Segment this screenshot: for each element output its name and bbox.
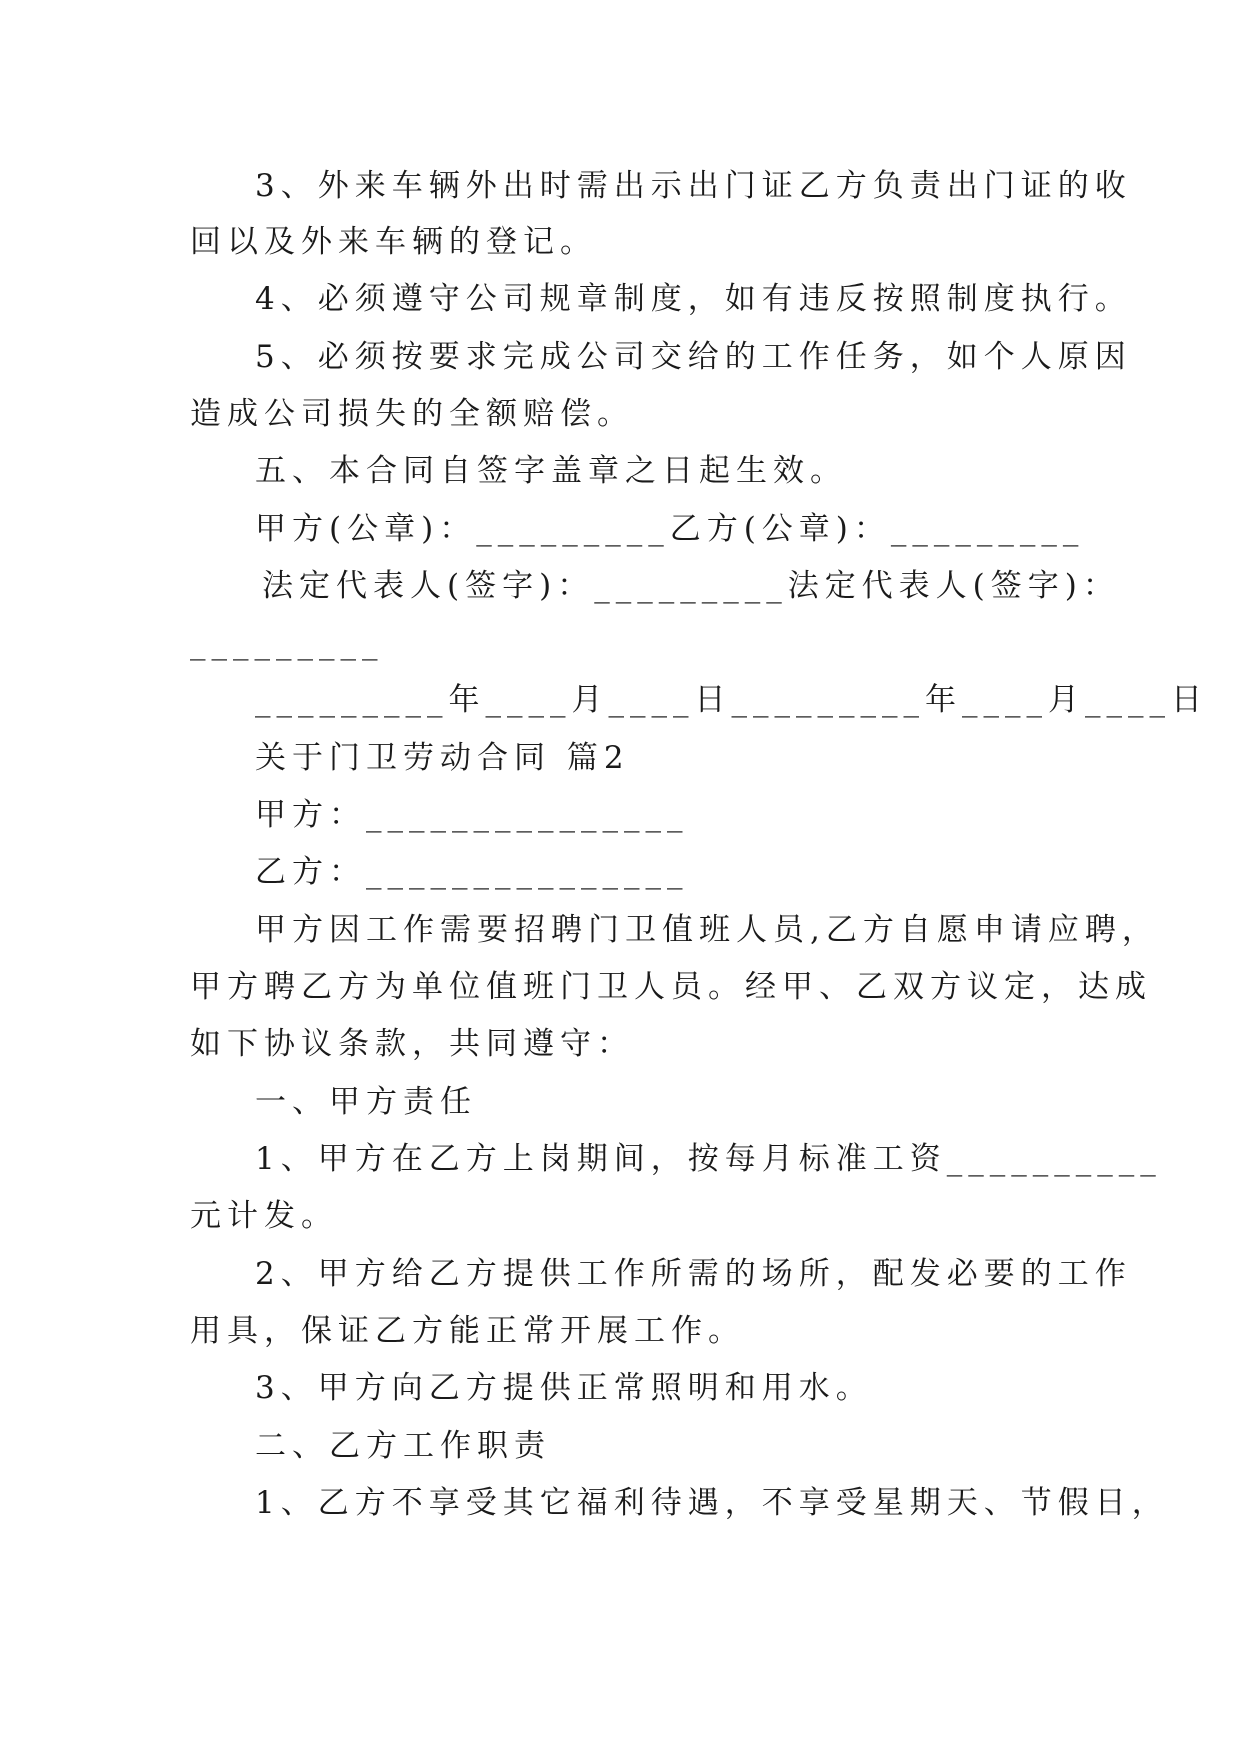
section-heading: 关于门卫劳动合同 篇2	[255, 740, 630, 776]
signature-blank: _________	[190, 625, 384, 661]
text-line: 用具，保证乙方能正常开展工作。	[190, 1313, 745, 1349]
text-line: 五、本合同自签字盖章之日起生效。	[255, 453, 847, 489]
text-line: 甲方聘乙方为单位值班门卫人员。经甲、乙双方议定，达成	[190, 969, 1152, 1005]
text-line: 如下协议条款，共同遵守：	[190, 1026, 634, 1062]
signature-line: 法定代表人(签字)：_________法定代表人(签字)：	[262, 568, 1120, 604]
party-b-line: 乙方：_______________	[255, 854, 689, 890]
text-line: 2、甲方给乙方提供工作所需的场所，配发必要的工作	[255, 1256, 1132, 1292]
clause-heading: 二、乙方工作职责	[255, 1428, 551, 1464]
party-a-line: 甲方：_______________	[255, 797, 689, 833]
text-line: 5、必须按要求完成公司交给的工作任务，如个人原因	[255, 339, 1132, 375]
clause-heading: 一、甲方责任	[255, 1084, 477, 1120]
text-line: 造成公司损失的全额赔偿。	[190, 396, 634, 432]
text-line: 回以及外来车辆的登记。	[190, 224, 597, 260]
text-line: 4、必须遵守公司规章制度，如有违反按照制度执行。	[255, 281, 1132, 317]
text-line: 元计发。	[190, 1198, 338, 1234]
text-line: 3、外来车辆外出时需出示出门证乙方负责出门证的收	[255, 168, 1132, 204]
text-line: 1、乙方不享受其它福利待遇，不享受星期天、节假日，	[255, 1485, 1169, 1521]
text-line: 1、甲方在乙方上岗期间，按每月标准工资__________	[255, 1141, 1162, 1177]
date-line: _________年____月____日_________年____月____日	[255, 682, 1208, 718]
text-line: 3、甲方向乙方提供正常照明和用水。	[255, 1370, 873, 1406]
text-line: 甲方因工作需要招聘门卫值班人员,乙方自愿申请应聘，	[255, 912, 1159, 948]
signature-line: 甲方(公章)：_________乙方(公章)：_________	[255, 511, 1085, 547]
